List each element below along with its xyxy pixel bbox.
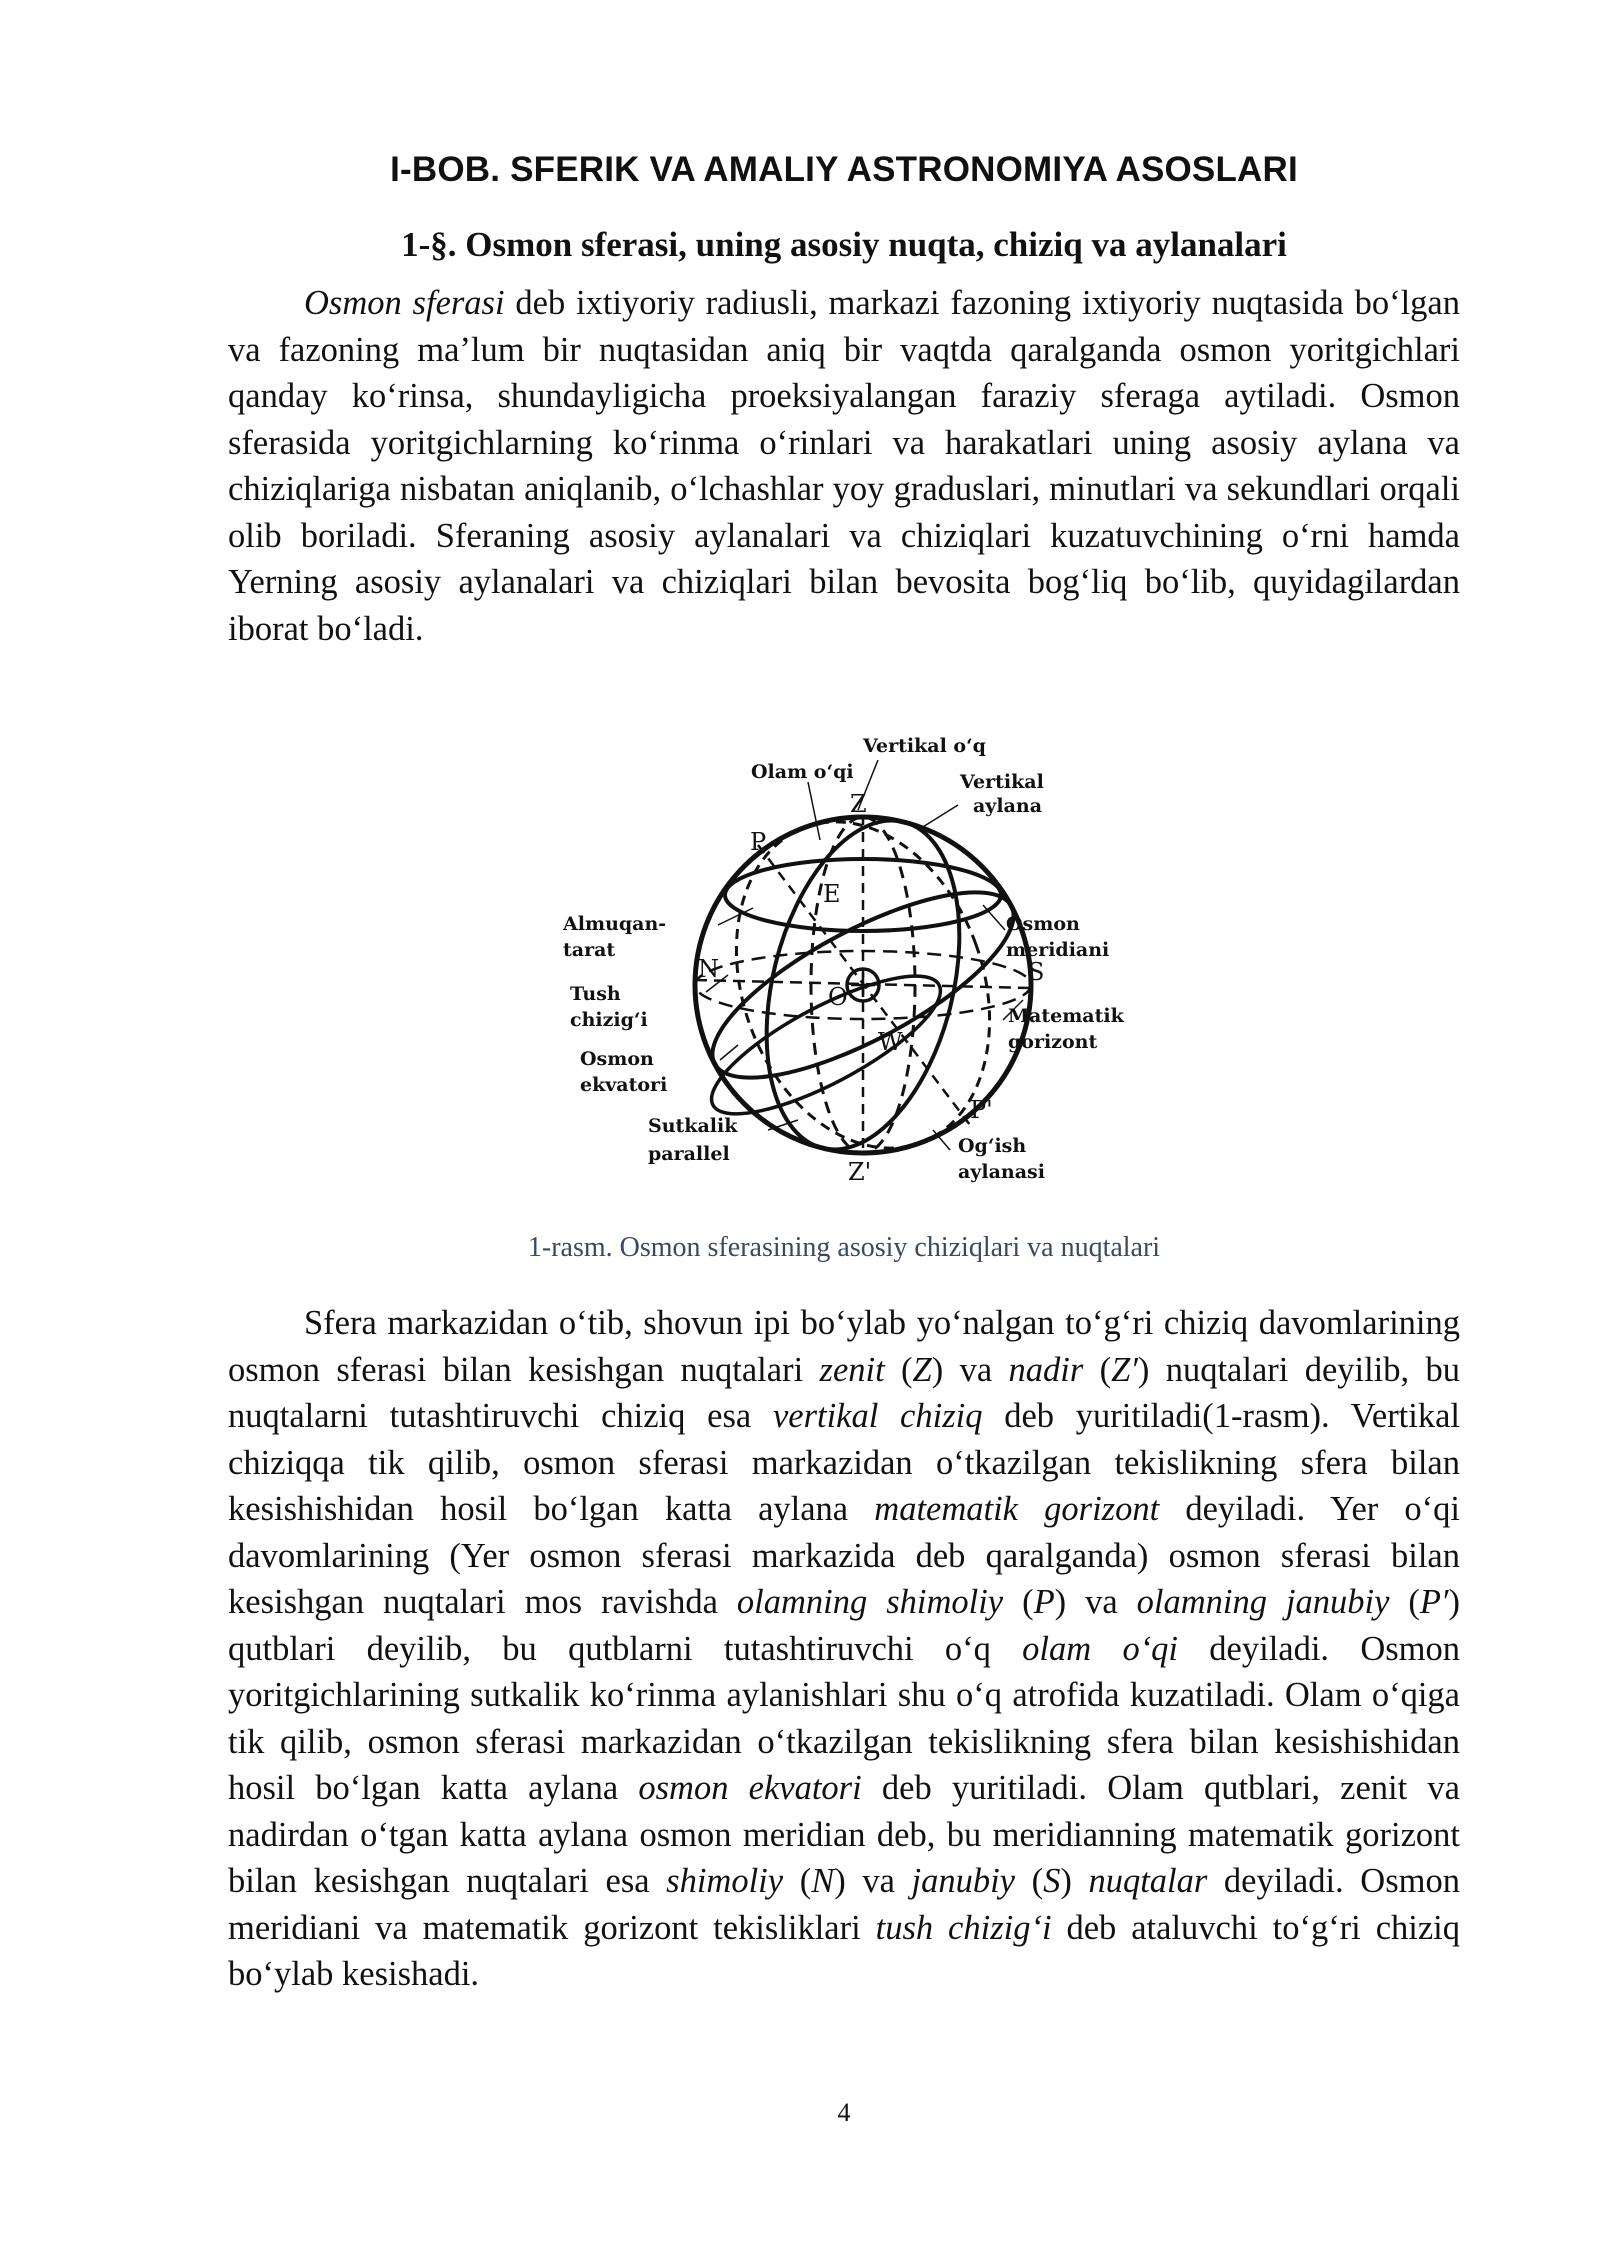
point-e: E [823,880,841,908]
text-run: ( [1083,1350,1112,1389]
label-parallel: parallel [648,1143,730,1165]
paragraph-intro-text: deb ixtiyoriy radiusli, markazi fazoning ixtiyoriy nuqtasida boʻlgan va fazoning maʼlum bir nuqtasidan aniq bir vaqtda qaralganda osmon yoritgichlari qanday koʻrinsa, shundayligicha proeksiyalangan faraziy sferaga aytiladi. Osmon sferasida yoritgichlarning koʻrinma oʻrinlari va harakatlari uning asosiy aylana va chiziqlariga nisbatan aniqlanib, oʻlchashlar yoy graduslari, minutlari va sekundlari orqali olib boriladi. Sferaning asosiy aylanalari va chiziqlari kuzatuvchining oʻrni hamda Yerning asosiy aylanalari va chiziqlari bilan bevosita bogʻliq boʻlib, quyidagilardan iborat boʻladi. [228,284,1460,648]
text-run: ( [783,1862,812,1900]
term-janubiy: janubiy [911,1862,1015,1900]
text-run: Sfera markazidan oʻtib, shovun ipi boʻylab yoʻnalgan toʻgʻri chiziq davomlarining osmon sferasi bilan kesishgan nuqtalari [228,1304,1460,1389]
term-olam-oqi: olam oʻqi [1022,1629,1179,1668]
text-run: deb ataluvchi toʻgʻri chiziq boʻylab kesishadi. [228,1908,1460,1993]
leader-olam-oqi [808,782,820,840]
term-nuqtalar: nuqtalar [1088,1862,1208,1900]
text-run: ) qutblari deyilib, bu qutblarni tutashtiruvchi oʻq [228,1583,1460,1668]
section-title: 1-§. Osmon sferasi, uning asosiy nuqta, chiziq va aylanalari [401,225,1287,264]
page-number: 4 [837,2098,851,2127]
text-run: deyiladi. Osmon meridiani va matematik gorizont tekisliklari [228,1862,1460,1947]
celestial-sphere-diagram [558,720,1178,1220]
term-osmon-ekvatori: osmon ekvatori [638,1769,862,1807]
point-z: Z [850,790,867,818]
point-o: O [828,983,848,1011]
term-matematik-gorizont: matematik gorizont [874,1490,1160,1528]
symbol-z: Z [912,1350,932,1389]
text-run: deyiladi. Yer oʻqi davomlarining (Yer osmon sferasi markazida deb qaralganda) osmon sferasi bilan kesishgan nuqtalari mos ravishda [228,1490,1460,1621]
label-gorizont: gorizont [1008,1031,1098,1053]
point-n: N [698,955,719,983]
symbol-s: S [1043,1862,1061,1900]
term-zenit: zenit [819,1350,885,1389]
point-s: S [1028,958,1045,986]
leader-vertikal-aylana [918,805,958,830]
term-nadir: nadir [1008,1350,1084,1389]
text-run: deb yuritiladi(1-rasm). Vertikal chiziqqa tik qilib, osmon sferasi markazidan oʻtkazilgan tekislikning sfera bilan kesishishidan hosil boʻlgan katta aylana [228,1397,1460,1528]
label-almuqan: Almuqan- [563,913,667,935]
symbol-n: N [811,1862,835,1900]
label-olam-oqi: Olam oʻqi [751,761,854,783]
chapter-title: I-BOB. SFERIK VA AMALIY ASTRONOMIYA ASOSLARI [390,150,1298,189]
label-tush: Tush [570,983,621,1005]
text-run: ) va [834,1862,912,1900]
term-olamning-shimoliy: olamning shimoliy [736,1583,1004,1621]
term-shimoliy: shimoliy [666,1862,784,1900]
text-run: ) [1060,1862,1089,1900]
label-aylana: aylana [973,795,1043,817]
symbol-p: P [1033,1583,1055,1621]
term-vertikal-chiziq: vertikal chiziq [772,1397,983,1435]
text-run: deb yuritiladi. Olam qutblari, zenit va nadirdan oʻtgan katta aylana osmon meridian deb, bu meridianning matematik gorizont bilan kesishgan nuqtalari esa [228,1769,1460,1900]
label-vertikal-oq: Vertikal oʻq [863,735,986,757]
point-p-prime: P' [970,1096,993,1124]
point-p: P [750,828,767,856]
label-aylanasi: aylanasi [958,1161,1045,1183]
paragraph-intro [228,280,1460,652]
label-tarat: tarat [563,939,616,961]
document-page [228,0,1460,2262]
celestial-sphere-figure [228,720,1460,1220]
text-run: ( [884,1350,913,1389]
term-osmon-sferasi: Osmon sferasi [304,284,505,322]
paragraph-definitions [228,1300,1460,1998]
text-run: ) va [931,1350,1009,1389]
text-run: ( [1014,1862,1044,1900]
point-w: W [878,1028,903,1056]
label-sutkalik: Sutkalik [648,1115,738,1137]
text-run: ( [1003,1583,1034,1621]
text-run: ) va [1054,1583,1137,1621]
figure-caption: 1-rasm. Osmon sferasining asosiy chiziqlari va nuqtalari [527,1232,1161,1263]
label-ekvatori: ekvatori [580,1074,668,1096]
label-vertikal: Vertikal [960,771,1044,793]
label-chizigi: chizigʻi [570,1009,648,1031]
term-tush-chizigi: tush chizigʻi [875,1908,1052,1947]
symbol-z-prime: Z′ [1111,1350,1138,1389]
label-osmon-ekv: Osmon [580,1048,654,1070]
label-osmon-mer: Osmon [1006,913,1080,935]
label-ogish: Ogʻish [958,1135,1027,1157]
symbol-p-prime: P′ [1419,1583,1449,1621]
term-olamning-janubiy: olamning janubiy [1136,1583,1390,1621]
label-matematik: Matematik [1008,1005,1124,1027]
text-run: deyiladi. Osmon yoritgichlarining sutkalik koʻrinma aylanishlari shu oʻq atrofida kuzatiladi. Olam oʻqiga tik qilib, osmon sferasi markazidan oʻtkazilgan tekislikning sfera bilan kesishishidan hosil boʻlgan katta aylana [228,1629,1461,1807]
text-run: ( [1389,1583,1420,1621]
leader-osmon-ekvatori [720,1045,738,1060]
point-z-prime: Z' [848,1158,872,1186]
label-meridiani: meridiani [1006,939,1110,961]
diurnal-parallel [695,951,957,1138]
text-run: ) nuqtalari deyilib, bu nuqtalarni tutashtiruvchi chiziq esa [228,1350,1461,1435]
